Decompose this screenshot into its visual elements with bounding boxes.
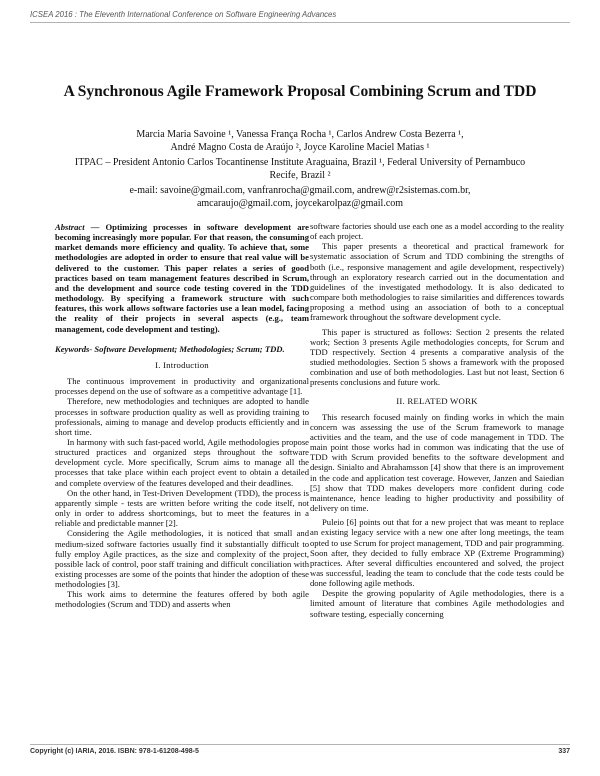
body-paragraph: Puleio [6] points out that for a new project that was meant to replace an existing legacy service with a new one after long meetings, the team opted to use Scrum for project management, TDD and pair programming. Soon after, they decided to fully embrace XP (Extreme Programming) practices. After several difficulties encountered and solved, the project was successful, leading the team to conclude that the code tests could be done following agile methods. [310,517,564,589]
abstract [55,222,309,334]
author-line: Marcia Maria Savoine ¹, Vanessa França Rocha ¹, Carlos Andrew Costa Bezerra ¹, [136,129,464,140]
abstract-label: Abstract [55,222,85,232]
footer-rule [30,744,570,745]
running-header: ICSEA 2016 : The Eleventh International Conference on Software Engineering Advances [30,10,337,19]
body-paragraph: Therefore, new methodologies and techniques are adopted to handle processes in software production quality as well as providing training to professionals, aiming to manage and develop products efficiently and in short time. [55,396,309,437]
email-line: amcaraujo@gmail.com, joycekarolpaz@gmail.com [196,198,404,209]
author-list [40,128,560,154]
body-paragraph: The continuous improvement in productivity and organizational processes depend on the use of software as a competitive advantage [1]. [55,376,309,397]
body-paragraph: On the other hand, in Test-Driven Development (TDD), the process is apparently simple - tests are written before writing the code itself, not only in order to address shortcomings, but to meet the features in a reliable and predictable manner [2]. [55,487,309,529]
body-paragraph: Considering the Agile methodologies, it is noticed that small and medium-sized software factories usually find it substantially difficult to fully employ Agile practices, as the size and complexity of the project, possible lack of control, poor staff training and difficult conciliation with existing processes are some of the points that hinder the adoption of these methodologies [3]. [55,528,309,590]
body-paragraph: This research focused mainly on finding works in which the main concern was assessing the use of the Scrum framework to manage activities and the team, and the use of code management in TDD. The main point those works had in common was indicating that the use of TDD with Scrum provided benefits to the software development and design. Sinialto and Abrahamsson [4] show that there is an improvement in the code and application test coverage. However, Janzen and Saiedian [5] show that TDD makes developers more confident during code maintenance, hence leading to higher productivity and possibility of delivery on time. [310,411,564,514]
header-rule [30,22,570,23]
author-line: André Magno Costa de Araújo ², Joyce Karoline Maciel Matias ¹ [170,142,430,153]
section-heading-related-work: II. RELATED WORK [396,395,478,406]
email-line: e-mail: savoine@gmail.com, vanfranrocha@gmail.com, andrew@r2sistemas.com.br, [129,185,471,196]
section-heading-introduction: I. Introduction [155,359,209,370]
right-column [310,221,564,619]
keywords: Keywords- Software Development; Methodologies; Scrum; TDD. [55,343,285,354]
abstract-text: — Optimizing processes in software development are becoming increasingly more popular. For that reason, the consuming market demands more efficiency and quality. To achieve that, some methodologies are adopted in order to ensure that real value will be delivered to the customer. This paper relates a series of good practices based on team management features described in Scrum, and the development and source code testing covered in the TDD methodology. By specifying a framework structure with such features, this work allows software factories use a lean model, facing the reality of their projects in several aspects (e.g., team management, code development and testing). [55,222,309,334]
body-paragraph: This paper presents a theoretical and practical framework for systematic association of Scrum and TDD combining the strengths of both (i.e., responsive management and agile development, respectively) through an exploratory research carried out in the documentation and guidelines of the investigated methodology. It is also dedicated to compare both methodologies to raise similarities and differences towards proposing a method using an association of both to a conceptual framework throughout the software development cycle. [310,241,564,323]
copyright-notice: Copyright (c) IARIA, 2016. ISBN: 978-1-61208-498-5 [30,748,199,755]
body-paragraph: In harmony with such fast-paced world, Agile methodologies propose structured practices and organized steps throughout the software development cycle. More specifically, Scrum aims to manage all the processes that take place within each project event to obtain a detailed and complete overview of the features developed and their deadlines. [55,436,309,488]
body-paragraph: This work aims to determine the features offered by both agile methodologies (Scrum and TDD) and asserts when [55,589,309,610]
email-list [40,184,560,210]
affiliations [40,156,560,182]
paper-title: A Synchronous Agile Framework Proposal Combining Scrum and TDD [63,83,537,100]
body-paragraph: software factories should use each one as a model according to the reality of each project. [310,221,564,242]
body-paragraph: Despite the growing popularity of Agile methodologies, there is a limited amount of literature that combines Agile methodologies and software testing, especially concerning [310,588,564,619]
affiliation-line: Recife, Brazil ² [269,170,331,181]
affiliation-line: ITPAC – President Antonio Carlos Tocantinense Institute Araguaina, Brazil ¹, Federal University of Pernambuco [74,157,526,168]
left-column [55,222,309,610]
page-number: 337 [558,748,570,755]
body-paragraph: This paper is structured as follows: Section 2 presents the related work; Section 3 presents Agile methodologies concepts, for Scrum and TDD respectively. Section 4 presents a comparative analysis of the studied methodologies. Section 5 shows a framework with the proposed combination and use of both methodologies. Last but not least, Section 6 presents conclusions and future work. [310,326,564,388]
